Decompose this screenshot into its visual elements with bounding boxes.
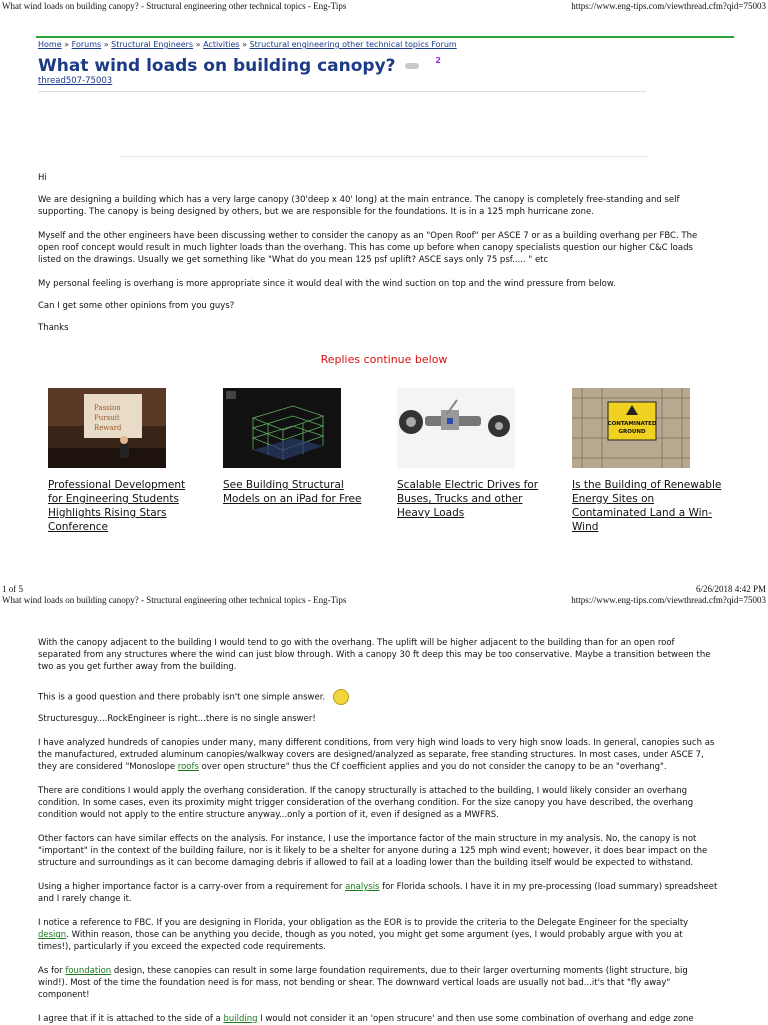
conference-photo[interactable] [48, 388, 166, 468]
reply-text: As for foundation design, these canopies can result in some large foundation requirements, due to their larger overturning moments (light structure, big wind!). Most of the time the foundation need is for mass, not bending or shear. The downward vertical loads are usually not bad...it's that "fly away" component! [38, 966, 688, 1000]
keyword-link-foundation[interactable]: foundation [65, 966, 112, 976]
svg-text:Reward: Reward [94, 424, 122, 432]
breadcrumb-structural-engineers[interactable]: Structural Engineers [111, 40, 194, 49]
post-paragraph: Hi [38, 173, 47, 183]
breadcrumb-forum[interactable]: Structural engineering other technical topics Forum [249, 40, 457, 49]
print-header [0, 0, 768, 12]
print-header-url: https://www.eng-tips.com/viewthread.cfm?qid=75003 [571, 1, 766, 11]
pin-icon[interactable] [405, 63, 419, 69]
promo-link[interactable]: See Building Structural Models on an iPad for Free [223, 479, 362, 505]
electric-drive-image[interactable] [397, 388, 515, 468]
post-paragraph: My personal feeling is overhang is more appropriate since it would deal with the wind suction on top and the wind pressure from below. [38, 279, 616, 289]
reply-text: I agree that if it is attached to the side of a building I would not consider it an 'open strucure' and then use some combination of overhang and edge zone [38, 1014, 694, 1024]
building-model-image[interactable] [223, 388, 341, 468]
sign-line-2: GROUND [618, 429, 646, 435]
reply-text: I have analyzed hundreds of canopies under many, many different conditions, from very high wind loads to very high snow loads. In general, canopies such as the manufactured, extruded aluminum canopies/walkway covers are designed/analyzed as separate, free standing structures. In most cases, under ASCE 7, they are considered "Monoslope roofs over open structure" thus the Cf coefficient applies and you do not consider the canopy to be an "overhang". [38, 738, 715, 772]
site-header-bar [36, 36, 734, 38]
print-header-title: What wind loads on building canopy? - Structural engineering other technical topics - Eng-Tips [2, 1, 347, 11]
reply-text: Other factors can have similar effects on the analysis. For instance, I use the importance factor of the main structure in my analysis. No, the canopy is not "important" in the context of the building failure, nor is it likely to be a shelter for anyone during a 125 mph wind event; however, it does bear impact on the structure and surroundings as it can become damaging debris if allowed to fail at a loading lower than the building itself would be expected to withstand. [38, 834, 708, 868]
contaminated-ground-sign-image[interactable] [572, 388, 690, 468]
sign-line-1: CONTAMINATED [607, 421, 657, 427]
thread-title: What wind loads on building canopy? [38, 56, 396, 76]
breadcrumb-forums[interactable]: Forums [71, 40, 102, 49]
smiley-icon [333, 689, 349, 705]
reply-text: I notice a reference to FBC. If you are designing in Florida, your obligation as the EOR is to provide the criteria to the Delegate Engineer for the specialty design. Within reason, those can be anything you decide, though as you noted, you might get some argument (yes, I would probably argue with you at times!), particularly if you exceed the expected code requirements. [38, 918, 689, 952]
promo-link[interactable]: Is the Building of Renewable Energy Sites on Contaminated Land a Win-Wind [572, 479, 722, 533]
replies-banner: Replies continue below [320, 353, 448, 366]
keyword-link-analysis[interactable]: analysis [345, 882, 380, 892]
reply-text: This is a good question and there probably isn't one simple answer. [38, 689, 718, 705]
post-paragraph: Thanks [38, 323, 69, 333]
page-title [38, 56, 441, 76]
reply-text: There are conditions I would apply the overhang consideration. If the canopy structurally is attached to the building, I would likely consider an overhang condition. In some cases, even its proximity might trigger consideration of the overhang condition. For the size canopy you have described, the overhang condition would not apply to the entire structure anyway...only a portion of it, even if designed as a MWFRS. [38, 786, 694, 820]
thread-id-link[interactable]: thread507-75003 [38, 76, 113, 86]
print-header-url: https://www.eng-tips.com/viewthread.cfm?qid=75003 [571, 595, 766, 605]
post-paragraph: Myself and the other engineers have been discussing wether to consider the canopy as an "Open Roof" per ASCE 7 or as a building overhang per FBC. The open roof concept would result in much lighter loads than the overhang. This has come up before when canopy specialists question our higher C&C loads listed on the drawings. Usually we get something like "What do you mean 125 psf uplift? ASCE says only 75 psf..... " etc [38, 231, 698, 265]
post-paragraph: Can I get some other opinions from you guys? [38, 301, 235, 311]
reply-text: With the canopy adjacent to the building I would tend to go with the overhang. The uplift will be higher adjacent to the building than for an open roof separated from any structures where the wind can just blow through. With a canopy 30 ft deep this may be too conservative. Maybe a transition between the two as you get further away from the building. [38, 638, 711, 672]
divider [120, 156, 648, 157]
print-header [0, 594, 768, 606]
breadcrumb-activities[interactable]: Activities [203, 40, 240, 49]
promo-link[interactable]: Professional Development for Engineering Students Highlights Rising Stars Conference [48, 479, 186, 533]
reply-text: Using a higher importance factor is a carry-over from a requirement for analysis for Florida schools. I have it in my pre-processing (load summary) spreadsheet and I rarely change it. [38, 882, 718, 904]
keyword-link-roofs[interactable]: roofs [177, 762, 199, 772]
post-paragraph: We are designing a building which has a very large canopy (30'deep x 40' long) at the main entrance. The canopy is completely free-standing and self supporting. The canopy is being designed by others, but we are responsible for the foundations. It is in a 125 mph hurricane zone. [38, 195, 680, 217]
print-header-title: What wind loads on building canopy? - Structural engineering other technical topics - Eng-Tips [2, 595, 347, 605]
keyword-link-building[interactable]: building [223, 1014, 258, 1024]
print-datetime: 6/26/2018 4:42 PM [695, 584, 766, 594]
breadcrumb-home[interactable]: Home [38, 40, 62, 49]
svg-text:Pursuit: Pursuit [94, 414, 120, 422]
promo-link[interactable]: Scalable Electric Drives for Buses, Trucks and other Heavy Loads [397, 479, 539, 519]
star-count: 2 [435, 56, 441, 65]
keyword-link-design[interactable]: design [38, 930, 67, 940]
original-post [38, 172, 718, 334]
svg-text:Passion: Passion [94, 404, 121, 412]
page-count: 1 of 5 [2, 584, 23, 594]
breadcrumb: Home » Forums » Structural Engineers » Activities » Structural engineering other technical topics Forum [38, 40, 457, 49]
divider [38, 91, 646, 92]
reply-list [38, 637, 718, 1025]
reply-text: Structuresguy....RockEngineer is right...there is no single answer! [38, 714, 316, 724]
